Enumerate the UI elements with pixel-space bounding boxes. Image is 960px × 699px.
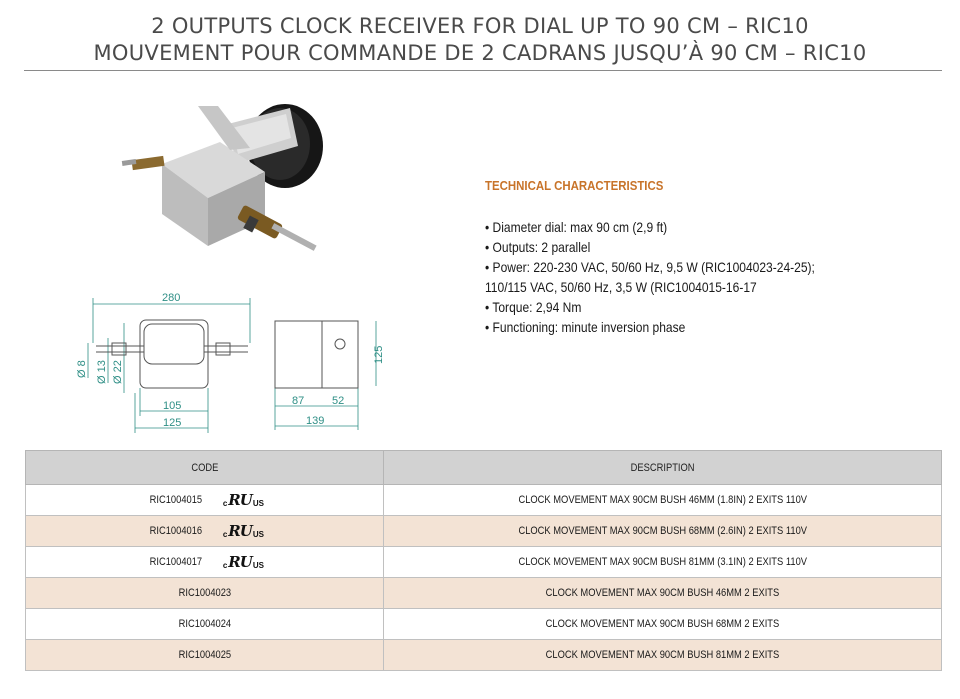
tech-item: • Functioning: minute inversion phase xyxy=(485,319,686,335)
dim-diameter-22: Ø 22 xyxy=(112,360,124,384)
column-header-description: DESCRIPTION xyxy=(384,451,942,485)
tech-characteristics-title: TECHNICAL CHARACTERISTICS xyxy=(485,178,664,193)
column-header-code: CODE xyxy=(26,451,384,485)
description-cell: CLOCK MOVEMENT MAX 90CM BUSH 68MM 2 EXITS xyxy=(384,609,942,640)
table-row xyxy=(26,516,942,547)
code-cell xyxy=(26,640,384,671)
table-row xyxy=(26,578,942,609)
tech-characteristics-list xyxy=(485,217,889,337)
code-cell xyxy=(26,578,384,609)
dim-280: 280 xyxy=(162,292,181,304)
dim-87: 87 xyxy=(292,395,305,407)
table-row xyxy=(26,485,942,516)
product-code: RIC1004016 xyxy=(149,525,203,537)
page-title-english: 2 OUTPUTS CLOCK RECEIVER FOR DIAL UP TO 90 CM – RIC10 xyxy=(151,14,809,38)
code-cell xyxy=(26,547,384,578)
dim-125: 125 xyxy=(163,417,182,429)
description-cell: CLOCK MOVEMENT MAX 90CM BUSH 81MM 2 EXITS xyxy=(384,640,942,671)
product-code: RIC1004023 xyxy=(178,587,231,599)
dim-125-vertical: 125 xyxy=(373,345,385,364)
tech-item: • Power: 220-230 VAC, 50/60 Hz, 9,5 W (RIC1004023-24-25); xyxy=(485,259,815,275)
dimension-drawing xyxy=(60,288,400,438)
tech-item: • Diameter dial: max 90 cm (2,9 ft) xyxy=(485,219,668,235)
table-header-row xyxy=(26,451,942,485)
title-divider xyxy=(24,70,942,71)
table-row xyxy=(26,547,942,578)
product-code: RIC1004025 xyxy=(178,649,231,661)
tech-item: • Torque: 2,94 Nm xyxy=(485,299,582,315)
dim-diameter-8: Ø 8 xyxy=(76,360,88,378)
product-code: RIC1004015 xyxy=(149,494,203,506)
table-row xyxy=(26,640,942,671)
ul-certification-icon: c RU US xyxy=(222,553,264,571)
products-table xyxy=(25,450,942,671)
product-code: RIC1004024 xyxy=(178,618,231,630)
dim-52: 52 xyxy=(332,395,345,407)
description-cell: CLOCK MOVEMENT MAX 90CM BUSH 68MM (2.6IN) 2 EXITS 110V xyxy=(384,516,942,547)
dim-diameter-13: Ø 13 xyxy=(96,360,108,384)
description-cell: CLOCK MOVEMENT MAX 90CM BUSH 46MM 2 EXITS xyxy=(384,578,942,609)
code-cell xyxy=(26,609,384,640)
tech-item: 110/115 VAC, 50/60 Hz, 3,5 W (RIC1004015-16-17 xyxy=(485,279,757,295)
tech-item: • Outputs: 2 parallel xyxy=(485,239,591,255)
ul-certification-icon: c RU US xyxy=(222,522,264,540)
code-cell xyxy=(26,485,384,516)
table-row xyxy=(26,609,942,640)
ul-certification-icon: c RU US xyxy=(222,491,264,509)
description-cell: CLOCK MOVEMENT MAX 90CM BUSH 46MM (1.8IN) 2 EXITS 110V xyxy=(384,485,942,516)
description-cell: CLOCK MOVEMENT MAX 90CM BUSH 81MM (3.1IN) 2 EXITS 110V xyxy=(384,547,942,578)
code-cell xyxy=(26,516,384,547)
product-code: RIC1004017 xyxy=(149,556,203,568)
page-title-french: MOUVEMENT POUR COMMANDE DE 2 CADRANS JUSQU’À 90 CM – RIC10 xyxy=(93,41,867,65)
dim-139: 139 xyxy=(306,415,325,427)
dim-105: 105 xyxy=(163,400,182,412)
product-photo xyxy=(120,86,340,266)
